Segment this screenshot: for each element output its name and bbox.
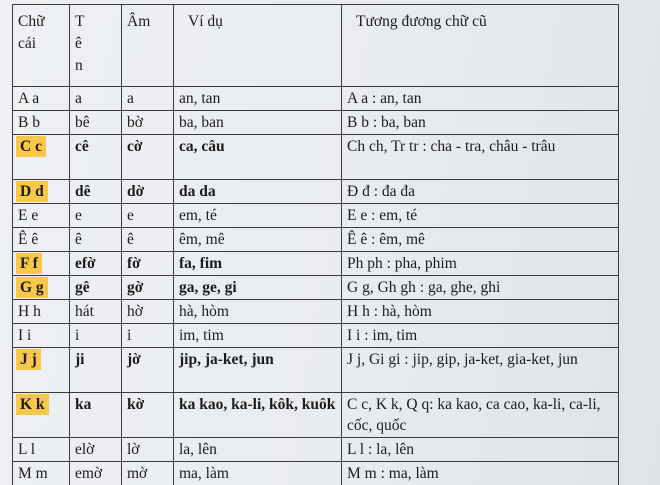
cell-old-equivalent: J j, Gi gi : jip, gip, ja-ket, gia-ket, jun — [342, 348, 619, 393]
table-row — [13, 438, 619, 462]
cell-sound: e — [122, 204, 174, 228]
cell-letter — [13, 348, 70, 393]
cell-example: ca, câu — [174, 135, 342, 180]
cell-example: ga, ge, gi — [174, 276, 342, 300]
cell-name: hát — [70, 300, 122, 324]
table-row — [13, 135, 619, 180]
cell-sound: mờ — [122, 462, 174, 485]
cell-letter: Ê ê — [13, 228, 70, 252]
cell-old-equivalent: L l : la, lên — [342, 438, 619, 462]
header-name-text: T ê n — [75, 13, 85, 74]
cell-name: cê — [70, 135, 122, 180]
cell-old-equivalent: E e : em, té — [342, 204, 619, 228]
table-row — [13, 252, 619, 276]
table-row — [13, 111, 619, 135]
table-header-row — [13, 5, 619, 87]
cell-letter: H h — [13, 300, 70, 324]
cell-old-equivalent: M m : ma, làm — [342, 462, 619, 485]
cell-name: i — [70, 324, 122, 348]
highlighted-letter: G g — [20, 279, 44, 296]
highlighted-letter: J j — [20, 351, 37, 368]
cell-old-equivalent: Đ đ : đa đa — [342, 180, 619, 204]
highlighted-letter: F f — [20, 255, 38, 272]
table-row — [13, 348, 619, 393]
cell-sound: jờ — [122, 348, 174, 393]
table-row — [13, 462, 619, 485]
cell-sound: kờ — [122, 393, 174, 438]
table-row — [13, 228, 619, 252]
cell-sound: bờ — [122, 111, 174, 135]
header-old-equivalent: Tương đương chữ cũ — [342, 5, 619, 87]
table-row — [13, 393, 619, 438]
header-letter: Chữ cái — [13, 5, 70, 87]
cell-name: ê — [70, 228, 122, 252]
cell-old-equivalent: B b : ba, ban — [342, 111, 619, 135]
cell-letter: B b — [13, 111, 70, 135]
cell-letter — [13, 393, 70, 438]
cell-old-equivalent: Ê ê : êm, mê — [342, 228, 619, 252]
cell-example: êm, mê — [174, 228, 342, 252]
cell-name: bê — [70, 111, 122, 135]
cell-sound: dờ — [122, 180, 174, 204]
cell-name: efờ — [70, 252, 122, 276]
cell-letter — [13, 252, 70, 276]
alphabet-table — [12, 4, 619, 485]
cell-old-equivalent: C c, K k, Q q: ka kao, ca cao, ka-li, ca-li, cốc, quốc — [342, 393, 619, 438]
cell-example: ba, ban — [174, 111, 342, 135]
cell-example: ka kao, ka-li, kôk, kuôk — [174, 393, 342, 438]
highlighted-letter: K k — [20, 396, 45, 413]
table-row — [13, 324, 619, 348]
cell-sound: a — [122, 87, 174, 111]
cell-letter: A a — [13, 87, 70, 111]
header-name — [70, 5, 122, 87]
table-row — [13, 276, 619, 300]
cell-letter: I i — [13, 324, 70, 348]
cell-letter — [13, 180, 70, 204]
cell-sound: cờ — [122, 135, 174, 180]
cell-example: fa, fim — [174, 252, 342, 276]
cell-old-equivalent: I i : im, tim — [342, 324, 619, 348]
cell-example: an, tan — [174, 87, 342, 111]
cell-old-equivalent: H h : hà, hòm — [342, 300, 619, 324]
cell-name: e — [70, 204, 122, 228]
cell-letter: L l — [13, 438, 70, 462]
highlighted-letter: C c — [20, 138, 42, 155]
cell-old-equivalent: A a : an, tan — [342, 87, 619, 111]
table-row — [13, 204, 619, 228]
cell-sound: fờ — [122, 252, 174, 276]
cell-sound: i — [122, 324, 174, 348]
header-sound: Âm — [122, 5, 174, 87]
cell-example: ma, làm — [174, 462, 342, 485]
table-row — [13, 87, 619, 111]
cell-letter: E e — [13, 204, 70, 228]
table-row — [13, 180, 619, 204]
cell-old-equivalent: Ch ch, Tr tr : cha - tra, châu - trâu — [342, 135, 619, 180]
cell-name: gê — [70, 276, 122, 300]
header-example: Ví dụ — [174, 5, 342, 87]
cell-name: dê — [70, 180, 122, 204]
cell-name: ka — [70, 393, 122, 438]
cell-name: elờ — [70, 438, 122, 462]
cell-old-equivalent: Ph ph : pha, phim — [342, 252, 619, 276]
cell-sound: hờ — [122, 300, 174, 324]
cell-name: emờ — [70, 462, 122, 485]
cell-letter — [13, 276, 70, 300]
cell-example: em, té — [174, 204, 342, 228]
cell-example: da da — [174, 180, 342, 204]
cell-sound: ê — [122, 228, 174, 252]
cell-example: la, lên — [174, 438, 342, 462]
highlighted-letter: D d — [20, 183, 44, 200]
cell-letter: M m — [13, 462, 70, 485]
cell-letter — [13, 135, 70, 180]
cell-sound: gờ — [122, 276, 174, 300]
table-row — [13, 300, 619, 324]
table-body — [13, 87, 619, 485]
cell-sound: lờ — [122, 438, 174, 462]
cell-name: ji — [70, 348, 122, 393]
cell-example: hà, hòm — [174, 300, 342, 324]
cell-example: im, tim — [174, 324, 342, 348]
cell-name: a — [70, 87, 122, 111]
cell-old-equivalent: G g, Gh gh : ga, ghe, ghi — [342, 276, 619, 300]
cell-example: jip, ja-ket, jun — [174, 348, 342, 393]
